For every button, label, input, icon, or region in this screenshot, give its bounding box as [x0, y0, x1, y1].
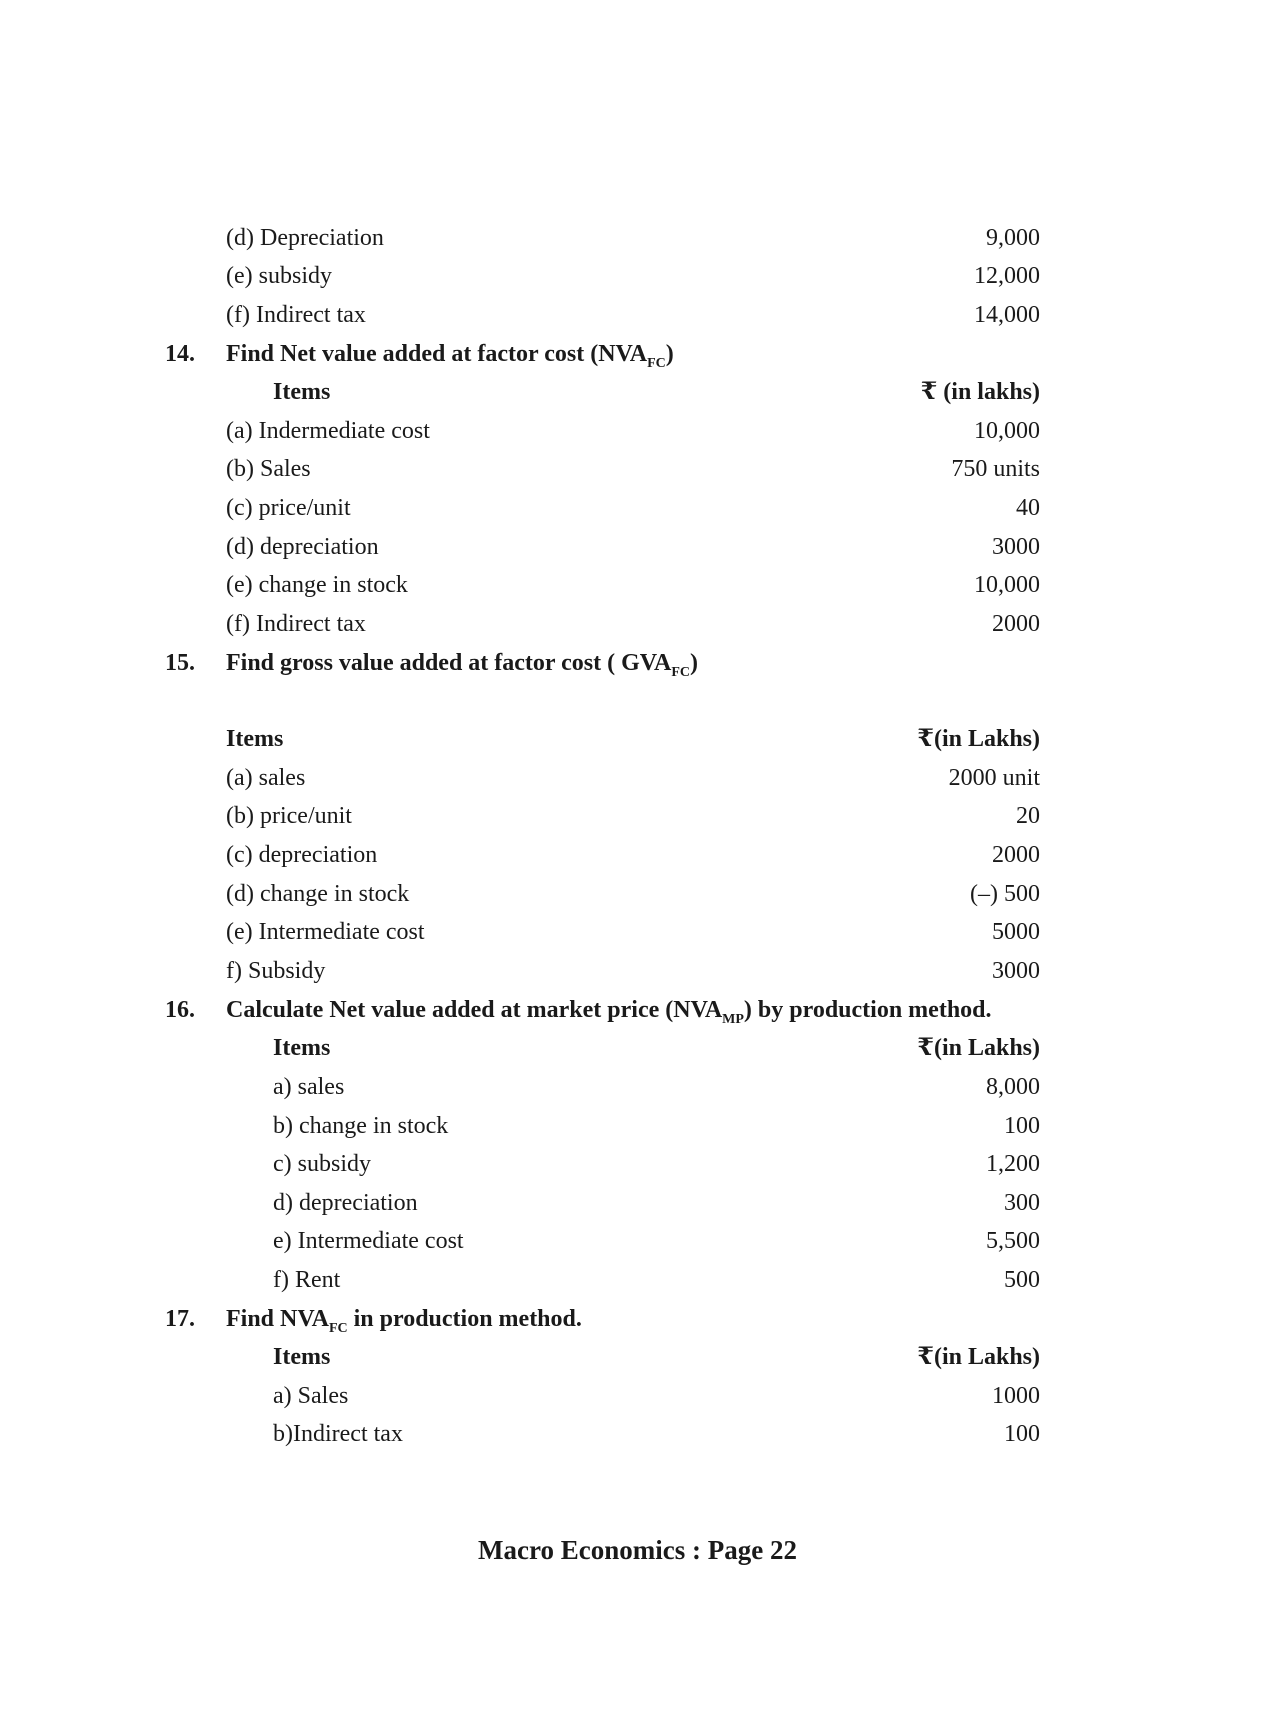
title-text-end: )	[690, 650, 699, 676]
item-label: e) Intermediate cost	[273, 1228, 464, 1254]
amount-header: ₹ (in lakhs)	[920, 379, 1040, 405]
table-row	[0, 836, 1275, 874]
question-title	[226, 1300, 582, 1338]
item-label: d) depreciation	[273, 1190, 418, 1216]
item-value: 40	[1016, 495, 1040, 521]
item-label: a) Sales	[273, 1383, 349, 1409]
amount-header: ₹(in Lakhs)	[917, 726, 1040, 752]
item-value: 8,000	[986, 1074, 1040, 1100]
question-number: 17.	[165, 1306, 195, 1332]
item-label: (c) depreciation	[226, 842, 378, 868]
item-value: 5,500	[986, 1228, 1040, 1254]
items-header: Items	[273, 1344, 331, 1370]
item-value: 300	[1004, 1190, 1040, 1216]
table-row	[0, 1261, 1275, 1299]
item-label: (d) change in stock	[226, 881, 410, 907]
item-label: b)Indirect tax	[273, 1421, 403, 1447]
items-header: Items	[273, 379, 331, 405]
item-value: 750 units	[951, 456, 1040, 482]
table-row	[0, 875, 1275, 913]
table-header-row	[0, 720, 1275, 758]
item-label: (d) Depreciation	[226, 225, 384, 251]
item-value: 2000 unit	[948, 765, 1040, 791]
question-15-heading	[0, 644, 1275, 682]
item-value: 20	[1016, 803, 1040, 829]
title-text: Find Net value added at factor cost (NVA	[226, 341, 648, 367]
table-row	[0, 1222, 1275, 1260]
title-text: Find gross value added at factor cost ( GVA	[226, 650, 672, 676]
title-subscript: FC	[328, 1321, 348, 1336]
item-value: 2000	[992, 842, 1040, 868]
amount-header: ₹(in Lakhs)	[917, 1035, 1040, 1061]
title-text: Calculate Net value added at market price (NVA	[226, 997, 723, 1023]
table-row	[0, 1184, 1275, 1222]
item-label: (f) Indirect tax	[226, 302, 366, 328]
question-title	[226, 991, 992, 1029]
table-row	[0, 1415, 1275, 1453]
item-value: 1000	[992, 1383, 1040, 1409]
question-title	[226, 335, 674, 373]
items-header: Items	[226, 726, 284, 752]
table-row	[0, 566, 1275, 604]
item-value: (–) 500	[970, 881, 1040, 907]
title-subscript: FC	[647, 356, 666, 371]
item-value: 500	[1004, 1267, 1040, 1293]
item-value: 3000	[992, 534, 1040, 560]
table-row	[0, 797, 1275, 835]
table-row	[0, 605, 1275, 643]
item-label: (f) Indirect tax	[226, 611, 366, 637]
item-value: 100	[1004, 1421, 1040, 1447]
items-header: Items	[273, 1035, 331, 1061]
item-label: (c) price/unit	[226, 495, 351, 521]
title-text-end: in production method.	[347, 1306, 582, 1332]
item-value: 5000	[992, 919, 1040, 945]
question-number: 15.	[165, 650, 195, 676]
item-label: (b) Sales	[226, 456, 311, 482]
continued-item-row	[0, 219, 1275, 257]
title-text-end: )	[665, 341, 674, 367]
question-title	[226, 644, 698, 682]
item-label: (a) Indermediate cost	[226, 418, 430, 444]
item-value: 100	[1004, 1113, 1040, 1139]
item-label: f) Subsidy	[226, 958, 326, 984]
item-value: 14,000	[974, 302, 1040, 328]
item-label: (e) Intermediate cost	[226, 919, 425, 945]
title-text: Find NVA	[226, 1306, 329, 1332]
item-value: 12,000	[974, 263, 1040, 289]
table-header-row	[0, 373, 1275, 411]
title-subscript: MP	[722, 1012, 744, 1027]
table-header-row	[0, 1338, 1275, 1376]
table-row	[0, 913, 1275, 951]
table-row	[0, 450, 1275, 488]
continued-item-row	[0, 257, 1275, 295]
question-16-heading	[0, 991, 1275, 1029]
question-17-heading	[0, 1300, 1275, 1338]
item-label: a) sales	[273, 1074, 345, 1100]
table-row	[0, 1107, 1275, 1145]
item-label: f) Rent	[273, 1267, 341, 1293]
item-value: 10,000	[974, 572, 1040, 598]
title-subscript: FC	[671, 665, 691, 680]
continued-item-row	[0, 296, 1275, 334]
amount-header: ₹(in Lakhs)	[917, 1344, 1040, 1370]
item-label: b) change in stock	[273, 1113, 449, 1139]
question-14-heading	[0, 335, 1275, 373]
table-row	[0, 1145, 1275, 1183]
table-row	[0, 528, 1275, 566]
item-label: (e) subsidy	[226, 263, 332, 289]
item-value: 9,000	[986, 225, 1040, 251]
item-value: 1,200	[986, 1151, 1040, 1177]
title-text-end: ) by production method.	[743, 997, 992, 1023]
page-footer: Macro Economics : Page 22	[478, 1535, 797, 1565]
question-number: 14.	[165, 341, 195, 367]
table-row	[0, 759, 1275, 797]
table-header-row	[0, 1029, 1275, 1067]
table-row	[0, 952, 1275, 990]
item-value: 10,000	[974, 418, 1040, 444]
table-row	[0, 1377, 1275, 1415]
item-value: 3000	[992, 958, 1040, 984]
item-label: (b) price/unit	[226, 803, 352, 829]
item-label: (e) change in stock	[226, 572, 408, 598]
question-number: 16.	[165, 997, 195, 1023]
table-row	[0, 489, 1275, 527]
item-label: (a) sales	[226, 765, 306, 791]
item-label: c) subsidy	[273, 1151, 371, 1177]
table-row	[0, 1068, 1275, 1106]
item-label: (d) depreciation	[226, 534, 379, 560]
table-row	[0, 412, 1275, 450]
item-value: 2000	[992, 611, 1040, 637]
